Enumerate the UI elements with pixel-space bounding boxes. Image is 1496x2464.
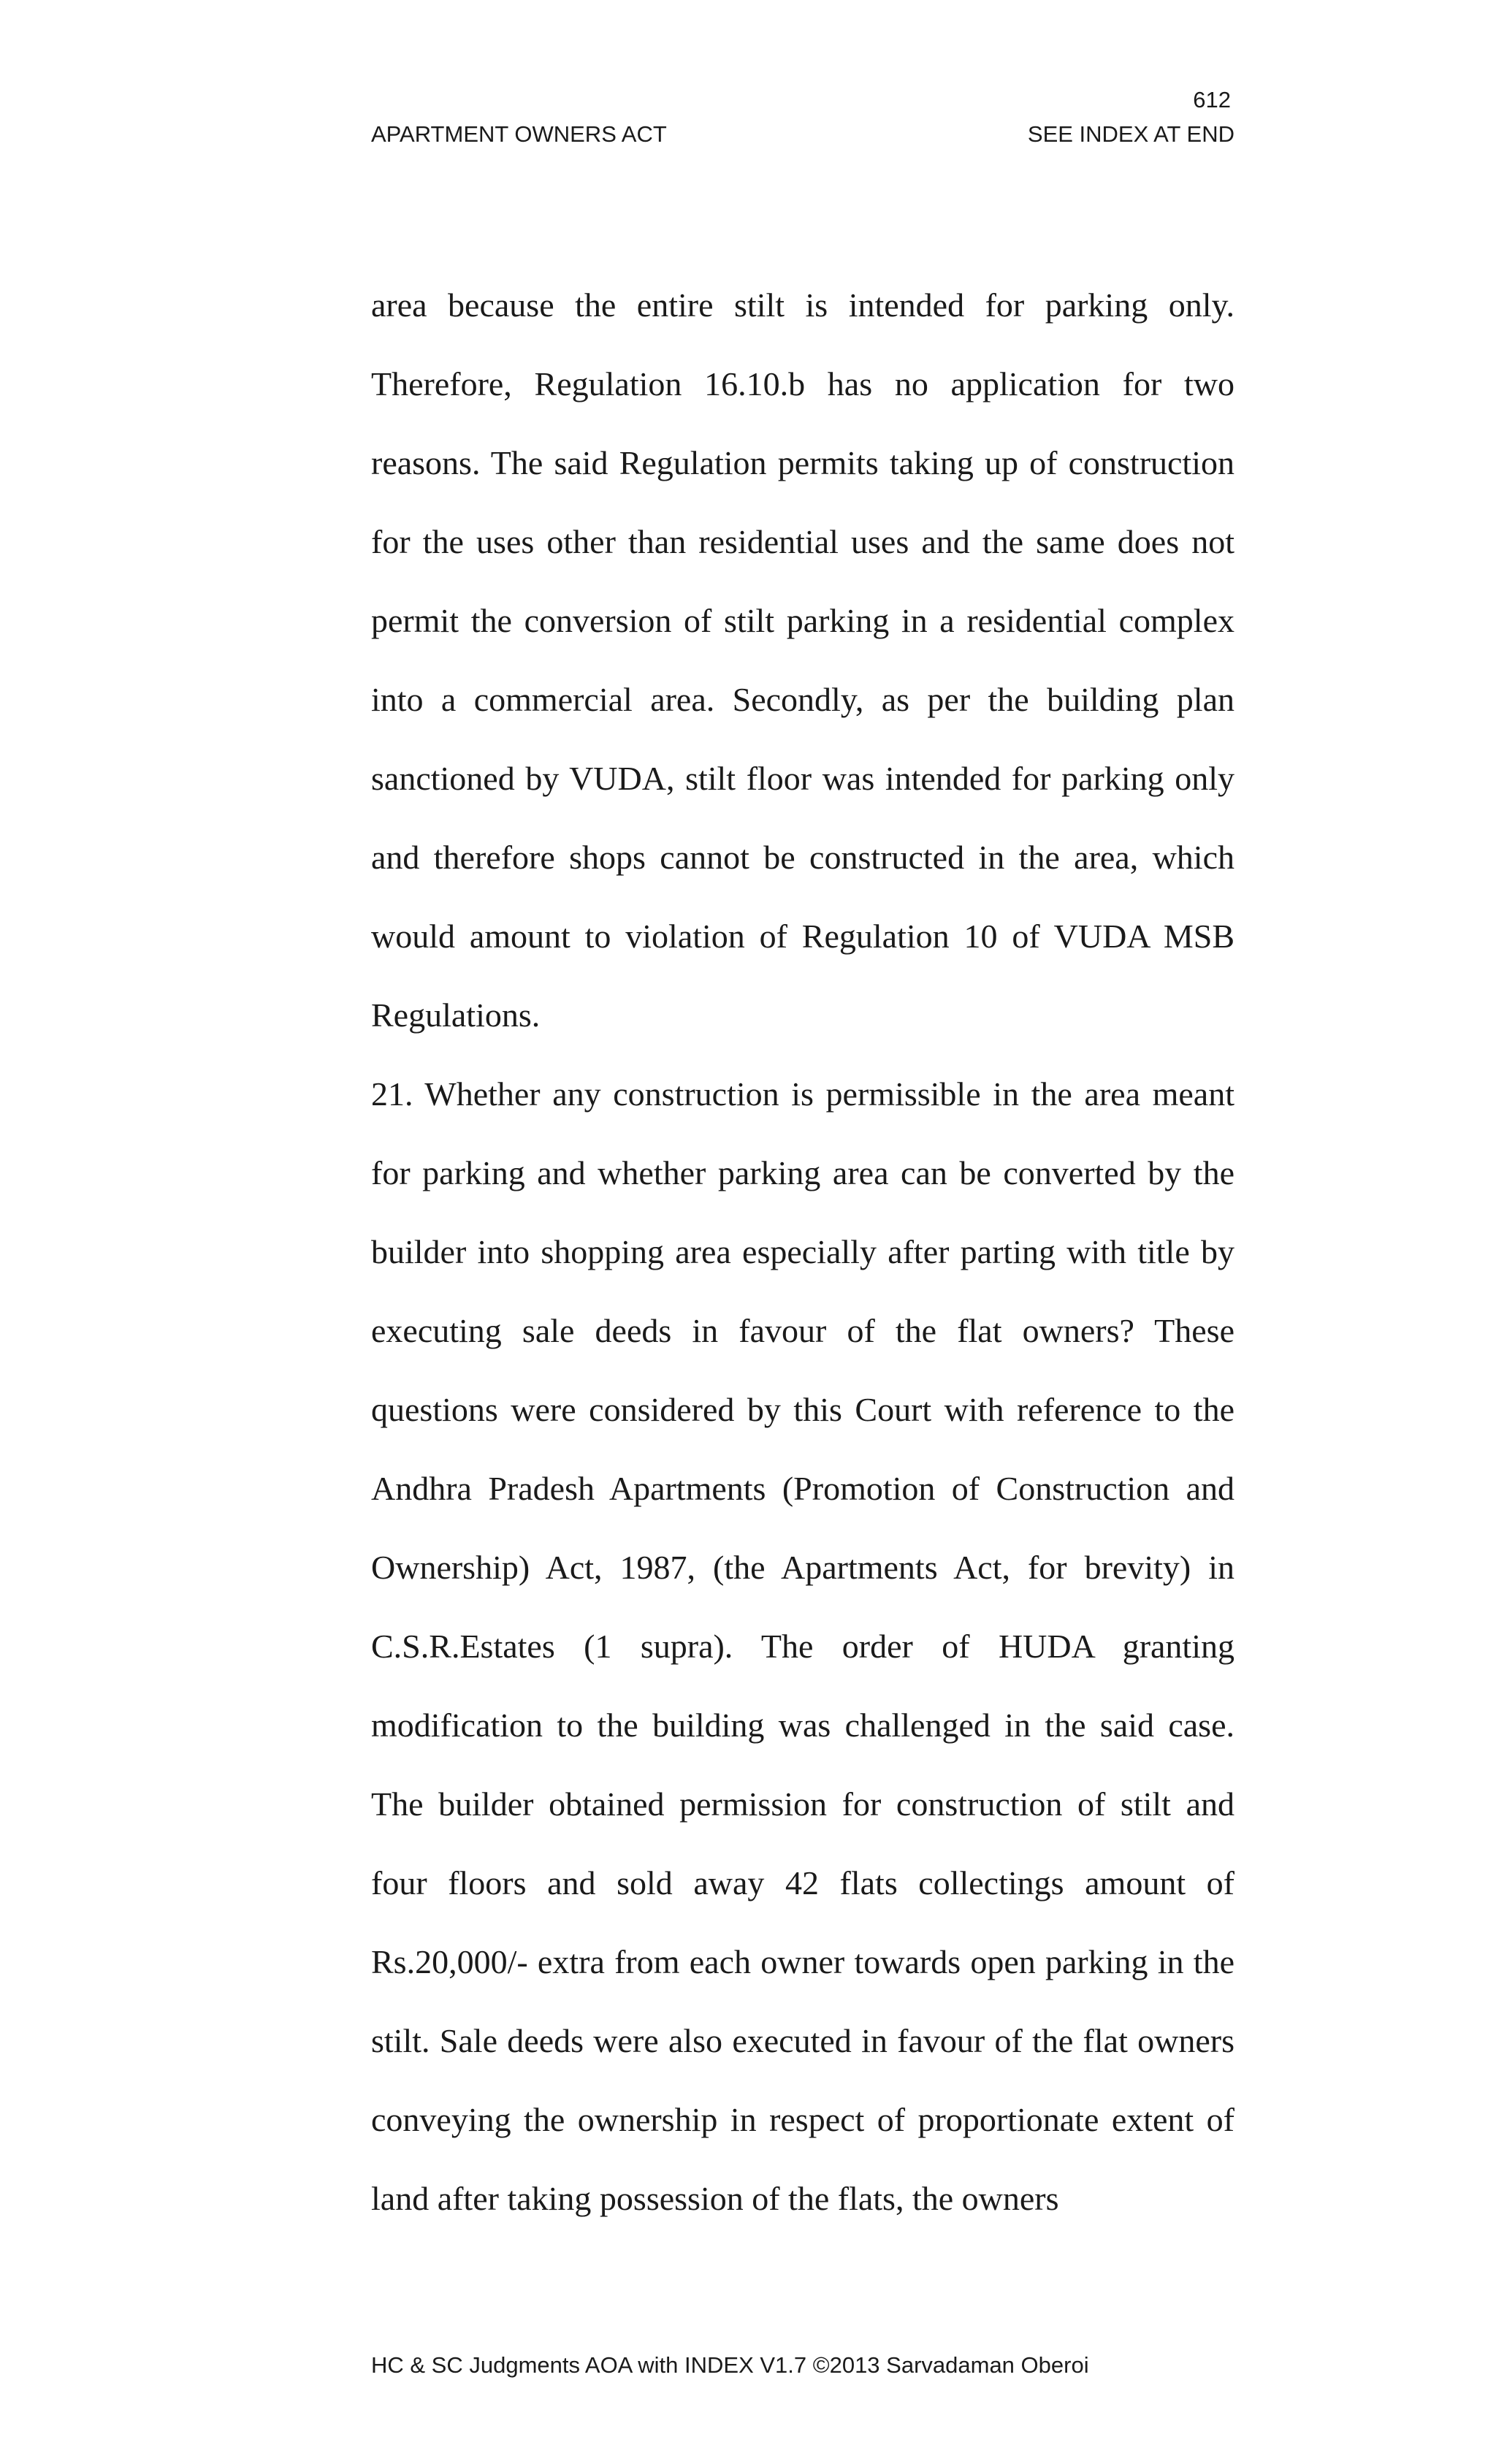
- header-right-title: SEE INDEX AT END: [1027, 121, 1234, 147]
- page-footer: HC & SC Judgments AOA with INDEX V1.7 ©2013 Sarvadaman Oberoi: [371, 2352, 1089, 2378]
- paragraph: 21. Whether any construction is permissible in the area meant for parking and whether parking area can be converted by the builder into shopping area especially after parting with title by executing sale deeds in favour of the flat owners? These questions were considered by this Court with reference to the Andhra Pradesh Apartments (Promotion of Construction and Ownership) Act, 1987, (the Apartments Act, for brevity) in C.S.R.Estates (1 supra). The order of HUDA granting modification to the building was challenged in the said case. The builder obtained permission for construction of stilt and four floors and sold away 42 flats collectings amount of Rs.20,000/- extra from each owner towards open parking in the stilt. Sale deeds were also executed in favour of the flat owners conveying the ownership in respect of proportionate extent of land after taking possession of the flats, the owners: [371, 1075, 1234, 2217]
- page-number: 612: [1193, 87, 1231, 112]
- document-body: [371, 266, 1234, 2238]
- paragraph: area because the entire stilt is intended for parking only. Therefore, Regulation 16.10.b has no application for two reasons. The said Regulation permits taking up of construction for the uses other than residential uses and the same does not permit the conversion of stilt parking in a residential complex into a commercial area. Secondly, as per the building plan sanctioned by VUDA, stilt floor was intended for parking only and therefore shops cannot be constructed in the area, which would amount to violation of Regulation 10 of VUDA MSB Regulations.: [371, 286, 1234, 1034]
- header-left-title: APARTMENT OWNERS ACT: [371, 121, 667, 147]
- running-header: [371, 123, 1234, 145]
